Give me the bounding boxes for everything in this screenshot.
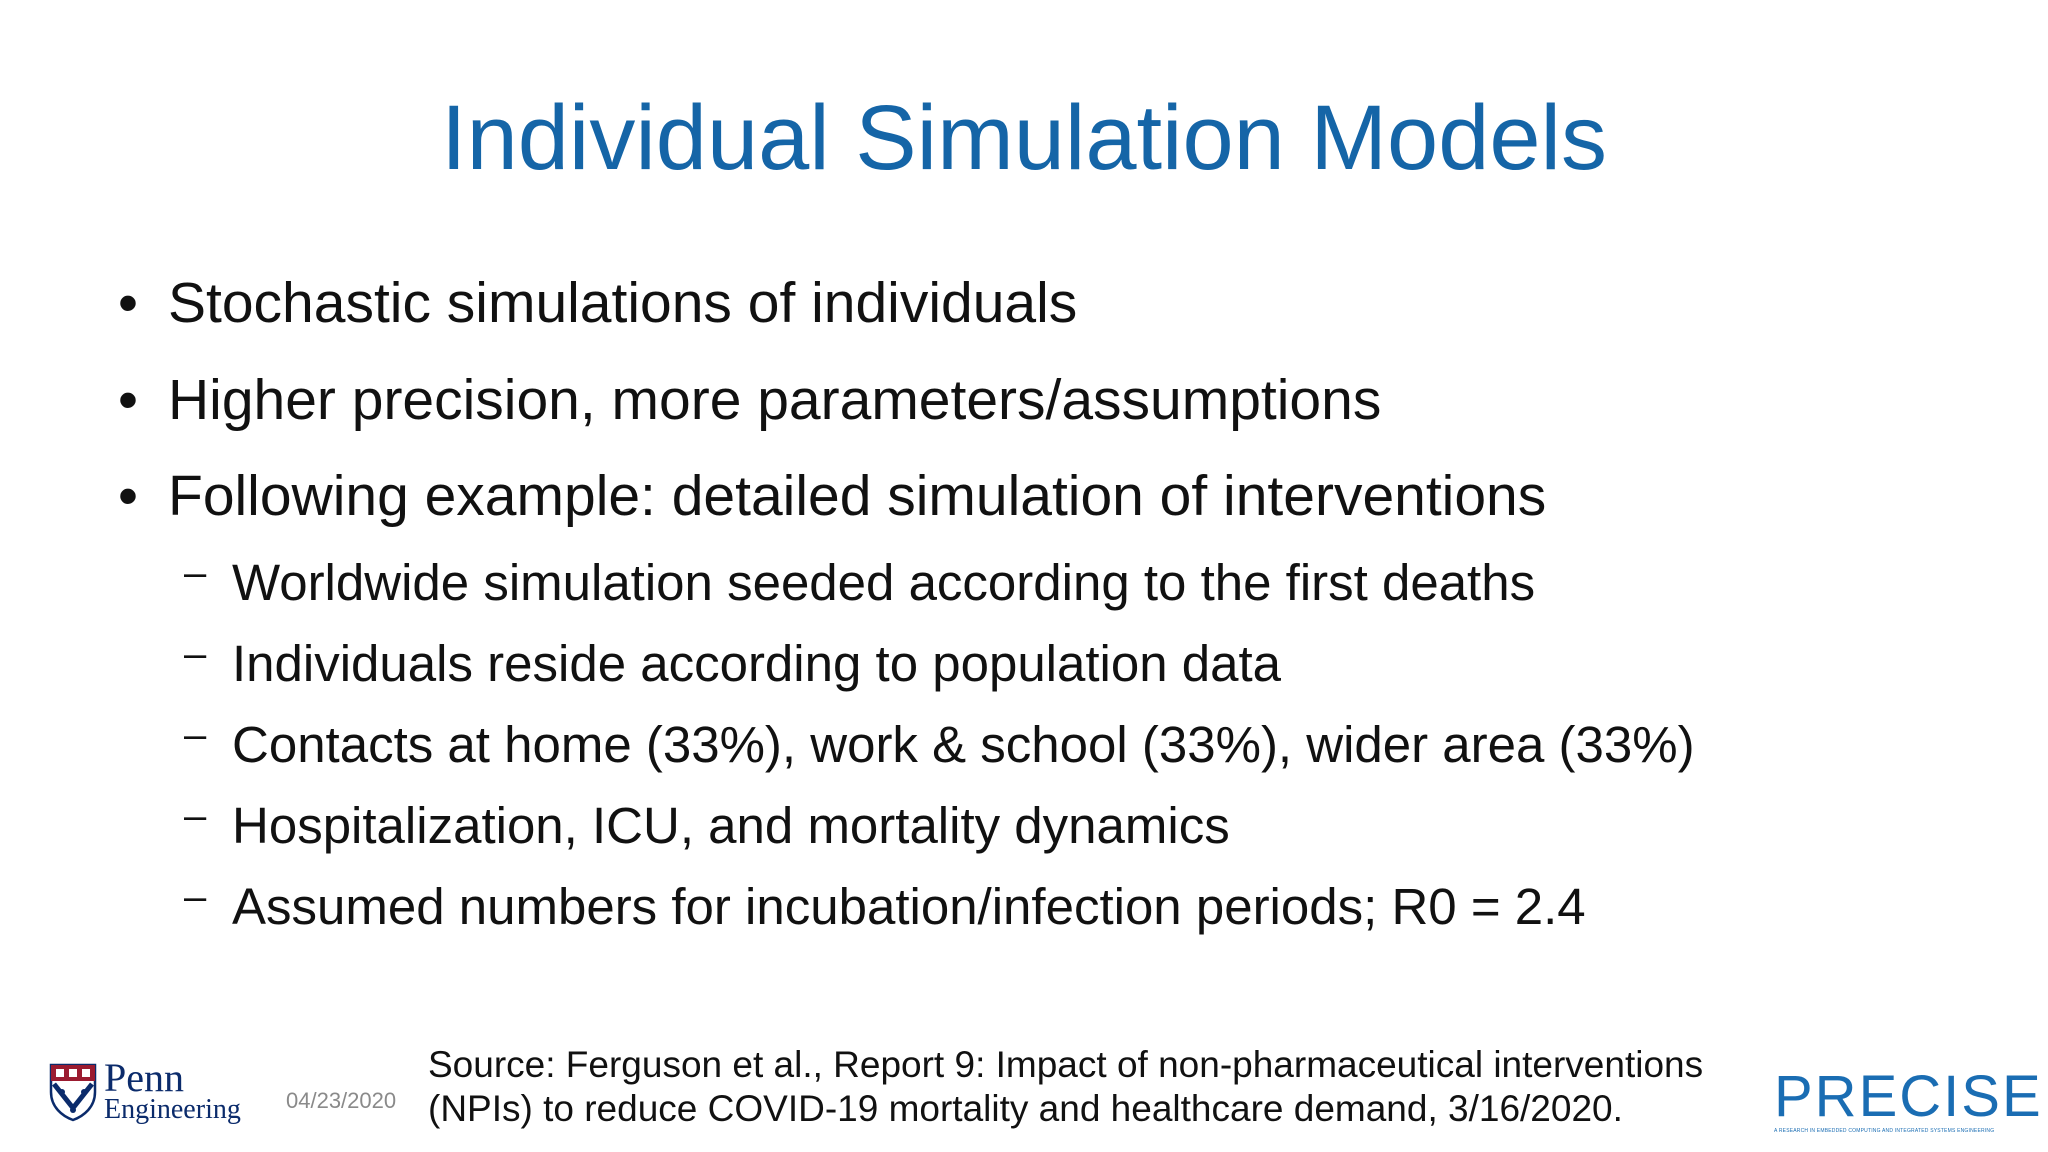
bullet-text: Following example: detailed simulation of interventions [168, 464, 1547, 528]
bullet-marker: • [118, 464, 138, 528]
precise-logo-tagline: A RESEARCH IN EMBEDDED COMPUTING AND INTEGRATED SYSTEMS ENGINEERING [1774, 1128, 1995, 1134]
bullet-marker: • [118, 368, 138, 432]
source-citation [428, 1043, 1703, 1131]
dash-marker: – [184, 551, 207, 595]
precise-logo-icon [1774, 1064, 2043, 1134]
penn-shield-icon [48, 1062, 98, 1122]
sub-bullet-text: Individuals reside according to population data [232, 635, 1282, 692]
penn-engineering-logo [48, 1055, 241, 1130]
bullet-text: Stochastic simulations of individuals [168, 271, 1078, 335]
penn-logo-line2: Engineering [104, 1094, 241, 1125]
slide-date: 04/23/2020 [286, 1088, 397, 1113]
source-line-2: (NPIs) to reduce COVID-19 mortality and healthcare demand, 3/16/2020. [428, 1088, 1623, 1129]
dash-marker: – [184, 713, 207, 757]
sub-bullet-text: Hospitalization, ICU, and mortality dynamics [232, 797, 1230, 854]
dash-marker: – [184, 794, 207, 838]
penn-logo-line1: Penn [104, 1055, 184, 1100]
dash-marker: – [184, 632, 207, 676]
precise-logo-word: PRECISE [1774, 1064, 2043, 1129]
source-line-1: Source: Ferguson et al., Report 9: Impact of non-pharmaceutical interventions [428, 1044, 1704, 1085]
dash-marker: – [184, 875, 207, 919]
bullet-marker: • [118, 271, 138, 335]
bullet-text: Higher precision, more parameters/assumptions [168, 368, 1382, 432]
sub-bullet-text: Contacts at home (33%), work & school (33%), wider area (33%) [232, 716, 1695, 773]
sub-bullet-text: Worldwide simulation seeded according to the first deaths [232, 554, 1536, 611]
slide-title: Individual Simulation Models [441, 87, 1607, 189]
sub-bullet-text: Assumed numbers for incubation/infection periods; R0 = 2.4 [232, 878, 1586, 935]
